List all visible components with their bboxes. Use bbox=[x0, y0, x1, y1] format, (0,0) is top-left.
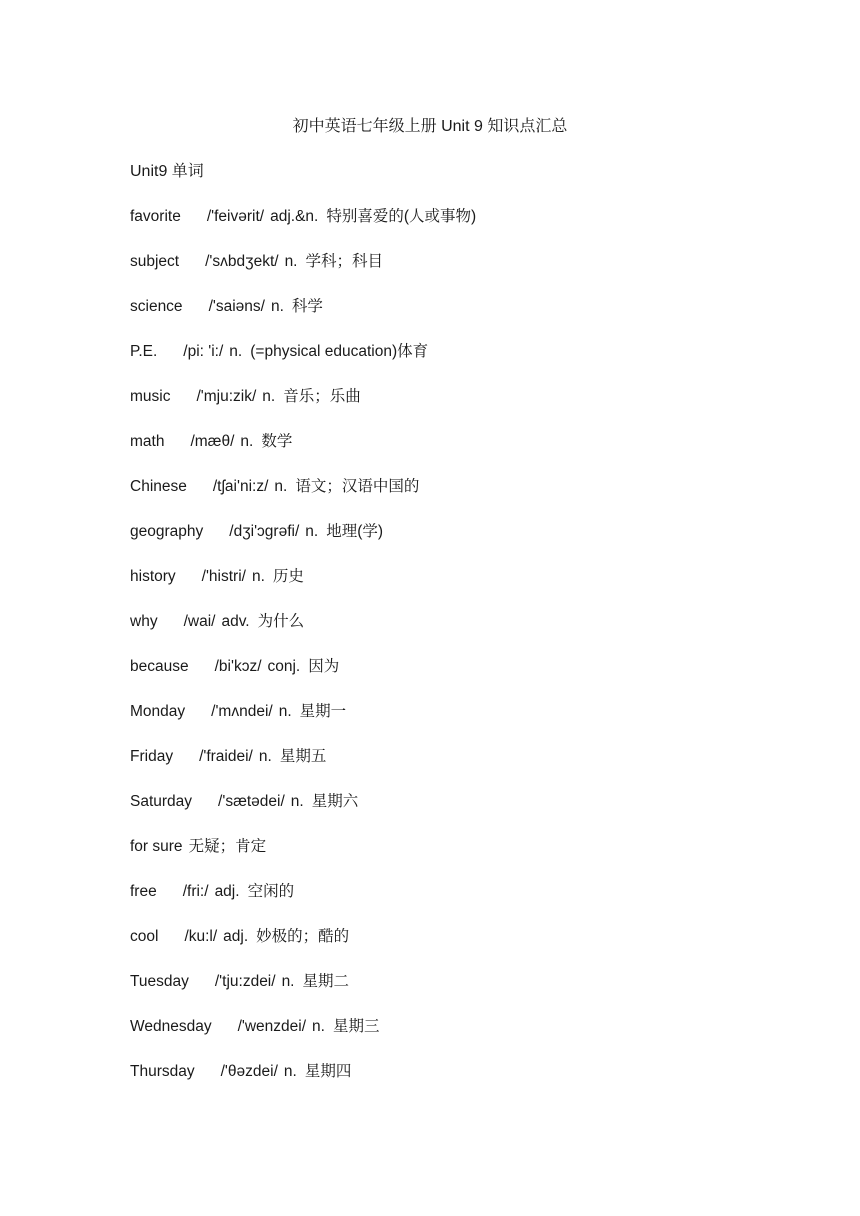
vocab-part-of-speech: adj. bbox=[223, 928, 249, 945]
vocab-part-of-speech: adv. bbox=[221, 613, 250, 630]
vocab-word: Tuesday bbox=[130, 973, 189, 990]
vocab-part-of-speech: adj. bbox=[214, 883, 240, 900]
vocab-part-of-speech: n. bbox=[284, 253, 298, 270]
vocab-word: history bbox=[130, 568, 176, 585]
vocab-part-of-speech: n. bbox=[305, 523, 319, 540]
vocab-phonetic: /'mʌndei/ bbox=[211, 703, 273, 720]
vocab-entry bbox=[130, 1061, 810, 1106]
vocab-entry bbox=[130, 431, 810, 476]
vocab-phonetic: /'feivərit/ bbox=[206, 208, 265, 225]
page-title: 初中英语七年级上册 Unit 9 知识点汇总 bbox=[292, 118, 568, 135]
vocab-entry bbox=[130, 701, 810, 746]
vocab-meaning: 音乐；乐曲 bbox=[283, 388, 361, 405]
vocab-word: why bbox=[130, 613, 158, 630]
vocab-part-of-speech: adj.&n. bbox=[270, 208, 319, 225]
vocab-entry bbox=[130, 566, 810, 611]
vocab-word: for sure bbox=[130, 838, 183, 855]
vocab-part-of-speech: n. bbox=[290, 793, 304, 810]
vocab-phonetic: /'sʌbdʒekt/ bbox=[205, 253, 279, 270]
vocab-word: music bbox=[130, 388, 171, 405]
vocab-part-of-speech: n. bbox=[229, 343, 243, 360]
vocab-word: Wednesday bbox=[130, 1018, 212, 1035]
vocab-word: because bbox=[130, 658, 189, 675]
vocab-word: math bbox=[130, 433, 165, 450]
vocab-entry bbox=[130, 521, 810, 566]
section-heading: Unit9 单词 bbox=[130, 163, 204, 180]
vocab-meaning: 学科；科目 bbox=[305, 253, 384, 270]
vocab-entry bbox=[130, 881, 810, 926]
vocab-part-of-speech: n. bbox=[270, 298, 284, 315]
vocab-phonetic: /'wenzdei/ bbox=[237, 1018, 307, 1035]
vocab-part-of-speech: n. bbox=[258, 748, 272, 765]
vocab-part-of-speech: n. bbox=[262, 388, 276, 405]
vocab-meaning: 星期六 bbox=[311, 793, 359, 810]
vocab-word: geography bbox=[130, 523, 204, 540]
vocab-meaning: 语文；汉语中国的 bbox=[295, 478, 420, 495]
vocab-meaning: 星期一 bbox=[299, 703, 347, 720]
vocab-phonetic: /pi: 'i:/ bbox=[183, 343, 224, 360]
vocab-part-of-speech: n. bbox=[281, 973, 295, 990]
vocab-part-of-speech: n. bbox=[283, 1063, 297, 1080]
vocab-meaning: 妙极的；酷的 bbox=[256, 928, 350, 945]
vocab-entry bbox=[130, 836, 810, 881]
vocab-entry bbox=[130, 1016, 810, 1061]
vocab-meaning: 无疑；肯定 bbox=[188, 838, 267, 855]
vocab-meaning: 空闲的 bbox=[247, 883, 295, 900]
vocab-entry bbox=[130, 341, 810, 386]
vocab-entry bbox=[130, 926, 810, 971]
vocab-entry bbox=[130, 656, 810, 701]
vocab-part-of-speech: n. bbox=[240, 433, 254, 450]
vocab-part-of-speech: n. bbox=[274, 478, 288, 495]
vocab-meaning: 星期四 bbox=[304, 1063, 352, 1080]
vocab-word: P.E. bbox=[130, 343, 158, 360]
vocabulary-list bbox=[130, 206, 810, 1106]
vocab-phonetic: /'tju:zdei/ bbox=[214, 973, 276, 990]
vocab-entry bbox=[130, 386, 810, 431]
vocab-meaning: (=physical education)体育 bbox=[250, 343, 429, 360]
vocab-part-of-speech: n. bbox=[251, 568, 265, 585]
vocab-phonetic: /tʃai'ni:z/ bbox=[212, 478, 269, 495]
vocab-phonetic: /dʒi'ɔgrəfi/ bbox=[229, 523, 300, 540]
vocab-word: subject bbox=[130, 253, 180, 270]
vocab-part-of-speech: conj. bbox=[267, 658, 301, 675]
vocab-phonetic: /'fraidei/ bbox=[199, 748, 253, 765]
vocab-meaning: 星期五 bbox=[279, 748, 327, 765]
vocab-part-of-speech: n. bbox=[312, 1018, 325, 1035]
vocab-meaning: 数学 bbox=[261, 433, 293, 450]
vocab-entry bbox=[130, 206, 810, 251]
vocab-entry bbox=[130, 251, 810, 296]
vocab-word: Thursday bbox=[130, 1063, 195, 1080]
vocab-word: free bbox=[130, 883, 157, 900]
vocab-phonetic: /'saiəns/ bbox=[208, 298, 265, 315]
vocab-entry bbox=[130, 971, 810, 1016]
vocab-phonetic: /mæθ/ bbox=[190, 433, 235, 450]
vocab-phonetic: /fri:/ bbox=[182, 883, 209, 900]
vocab-phonetic: /wai/ bbox=[183, 613, 216, 630]
vocab-entry bbox=[130, 791, 810, 836]
vocab-meaning: 为什么 bbox=[257, 613, 305, 630]
vocab-meaning: 星期二 bbox=[302, 973, 350, 990]
vocab-word: favorite bbox=[130, 208, 181, 225]
vocab-meaning: 因为 bbox=[308, 658, 340, 675]
vocab-word: Friday bbox=[130, 748, 174, 765]
vocab-entry bbox=[130, 476, 810, 521]
vocab-phonetic: /bi'kɔz/ bbox=[214, 658, 262, 675]
vocab-entry bbox=[130, 296, 810, 341]
vocab-phonetic: /'mju:zik/ bbox=[196, 388, 257, 405]
vocab-meaning: 科学 bbox=[291, 298, 323, 315]
vocab-word: science bbox=[130, 298, 183, 315]
vocab-phonetic: /'histri/ bbox=[201, 568, 246, 585]
vocab-entry bbox=[130, 746, 810, 791]
vocab-phonetic: /'sætədei/ bbox=[218, 793, 285, 810]
vocab-word: Saturday bbox=[130, 793, 193, 810]
vocab-word: Chinese bbox=[130, 478, 187, 495]
vocab-meaning: 历史 bbox=[272, 568, 304, 585]
vocab-meaning: 星期三 bbox=[332, 1018, 380, 1035]
vocab-part-of-speech: n. bbox=[278, 703, 292, 720]
vocab-meaning: 地理(学) bbox=[326, 523, 384, 540]
vocab-word: cool bbox=[130, 928, 159, 945]
vocab-phonetic: /ku:l/ bbox=[184, 928, 218, 945]
vocab-entry bbox=[130, 611, 810, 656]
vocab-word: Monday bbox=[130, 703, 186, 720]
vocab-phonetic: /'θəzdei/ bbox=[220, 1063, 278, 1080]
vocab-meaning: 特别喜爱的(人或事物) bbox=[326, 208, 477, 225]
